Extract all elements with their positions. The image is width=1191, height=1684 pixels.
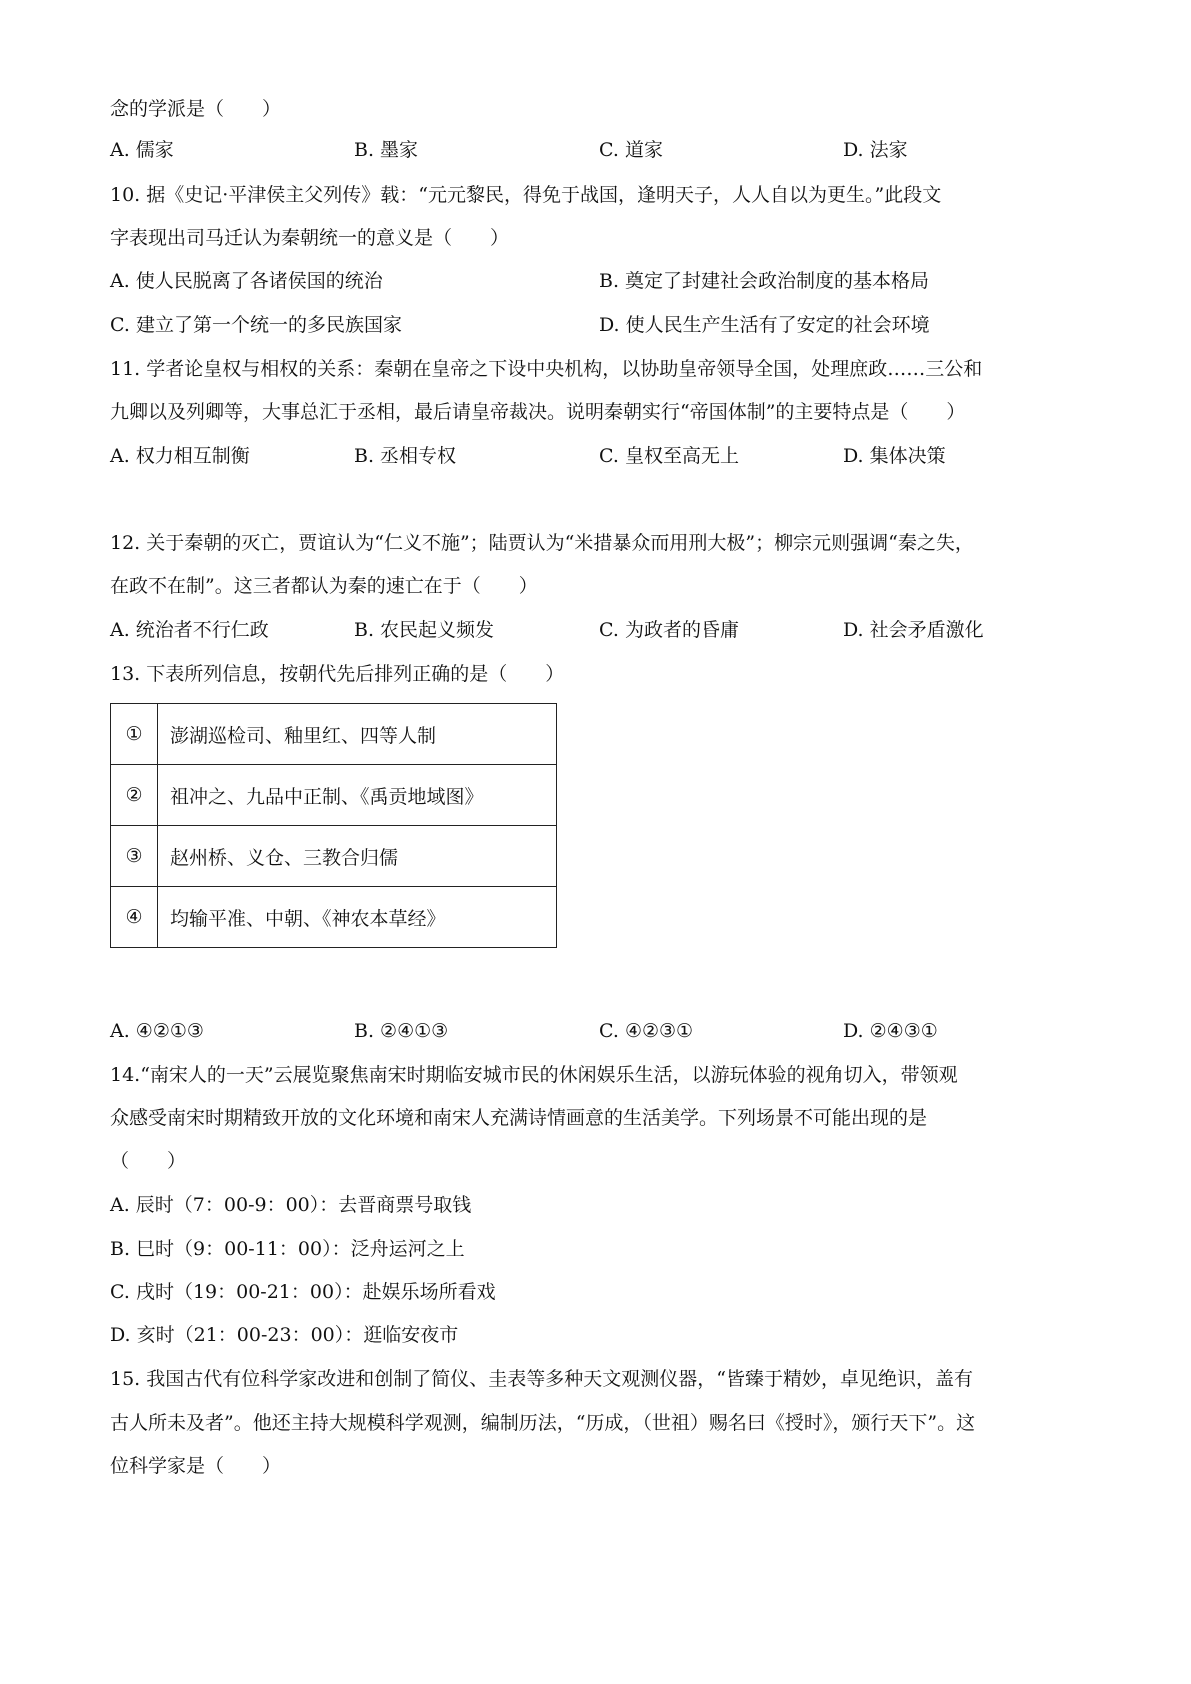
q12-option-b: B. 农民起义频发 [354, 619, 495, 641]
q12-option-d: D. 社会矛盾激化 [843, 619, 984, 641]
q11-stem-line-1: 11. 学者论皇权与相权的关系：秦朝在皇帝之下设中央机构，以协助皇帝领导全国，处理庶政……三公和 [110, 358, 983, 380]
table-row [111, 826, 557, 887]
q13-stem: 13. 下表所列信息，按朝代先后排列正确的是（ ） [110, 663, 565, 685]
q11-option-a: A. 权力相互制衡 [110, 445, 250, 467]
q14-stem-line-1: 14.“南宋人的一天”云展览聚焦南宋时期临安城市民的休闲娱乐生活，以游玩体验的视角切入，带领观 [110, 1064, 958, 1086]
q14-option-d: D. 亥时（21：00-23：00）：逛临安夜市 [110, 1324, 459, 1346]
q12-stem-line-2: 在政不在制”。这三者都认为秦的速亡在于（ ） [110, 575, 538, 597]
q9-option-a: A. 儒家 [110, 139, 174, 161]
q12-option-a: A. 统治者不行仁政 [110, 619, 269, 641]
q13-option-d: D. ②④③① [843, 1020, 938, 1042]
q10-option-b: B. 奠定了封建社会政治制度的基本格局 [599, 270, 930, 292]
q14-option-a: A. 辰时（7：00-9：00）：去晋商票号取钱 [110, 1194, 472, 1216]
q11-option-d: D. 集体决策 [843, 445, 946, 467]
q10-stem-line-1: 10. 据《史记·平津侯主父列传》载：“元元黎民，得免于战国，逢明天子，人人自以为更生。”此段文 [110, 184, 942, 206]
q14-stem-line-3: （ ） [110, 1150, 187, 1172]
q11-option-b: B. 丞相专权 [354, 445, 457, 467]
row-text: 均输平准、中朝、《神农本草经》 [158, 887, 557, 948]
q13-info-table [110, 703, 557, 948]
q11-stem-line-2: 九卿以及列卿等，大事总汇于丞相，最后请皇帝裁决。说明秦朝实行“帝国体制”的主要特点是（ ） [110, 401, 966, 423]
row-number: ④ [111, 887, 158, 948]
q14-option-c: C. 戌时（19：00-21：00）：赴娱乐场所看戏 [110, 1281, 496, 1303]
row-number: ② [111, 765, 158, 826]
q10-option-c: C. 建立了第一个统一的多民族国家 [110, 314, 402, 336]
q15-stem-line-1: 15. 我国古代有位科学家改进和创制了简仪、圭表等多种天文观测仪器，“皆臻于精妙，卓见绝识，盖有 [110, 1368, 973, 1390]
row-text: 澎湖巡检司、釉里红、四等人制 [158, 704, 557, 765]
q14-option-b: B. 巳时（9：00-11：00）：泛舟运河之上 [110, 1238, 465, 1260]
q12-option-c: C. 为政者的昏庸 [599, 619, 739, 641]
row-number: ③ [111, 826, 158, 887]
table-row [111, 887, 557, 948]
q9-option-c: C. 道家 [599, 139, 663, 161]
q15-stem-line-3: 位科学家是（ ） [110, 1455, 282, 1477]
q14-stem-line-2: 众感受南宋时期精致开放的文化环境和南宋人充满诗情画意的生活美学。下列场景不可能出现的是 [110, 1107, 928, 1129]
q12-stem-line-1: 12. 关于秦朝的灭亡，贾谊认为“仁义不施”；陆贾认为“米措暴众而用刑大极”；柳宗元则强调“秦之失， [110, 532, 974, 554]
q10-option-d: D. 使人民生产生活有了安定的社会环境 [599, 314, 930, 336]
q9-stem-tail: 念的学派是（ ） [110, 98, 282, 120]
row-text: 祖冲之、九品中正制、《禹贡地域图》 [158, 765, 557, 826]
q13-option-b: B. ②④①③ [354, 1020, 449, 1042]
q11-option-c: C. 皇权至高无上 [599, 445, 739, 467]
q10-stem-line-2: 字表现出司马迁认为秦朝统一的意义是（ ） [110, 227, 510, 249]
row-text: 赵州桥、义仓、三教合归儒 [158, 826, 557, 887]
table-row [111, 704, 557, 765]
row-number: ① [111, 704, 158, 765]
q13-option-c: C. ④②③① [599, 1020, 694, 1042]
q10-option-a: A. 使人民脱离了各诸侯国的统治 [110, 270, 383, 292]
table-row [111, 765, 557, 826]
q15-stem-line-2: 古人所未及者”。他还主持大规模科学观测，编制历法，“历成，（世祖）赐名曰《授时》，颁行天下”。这 [110, 1412, 976, 1434]
q13-option-a: A. ④②①③ [110, 1020, 204, 1042]
q9-option-d: D. 法家 [843, 139, 908, 161]
q9-option-b: B. 墨家 [354, 139, 419, 161]
